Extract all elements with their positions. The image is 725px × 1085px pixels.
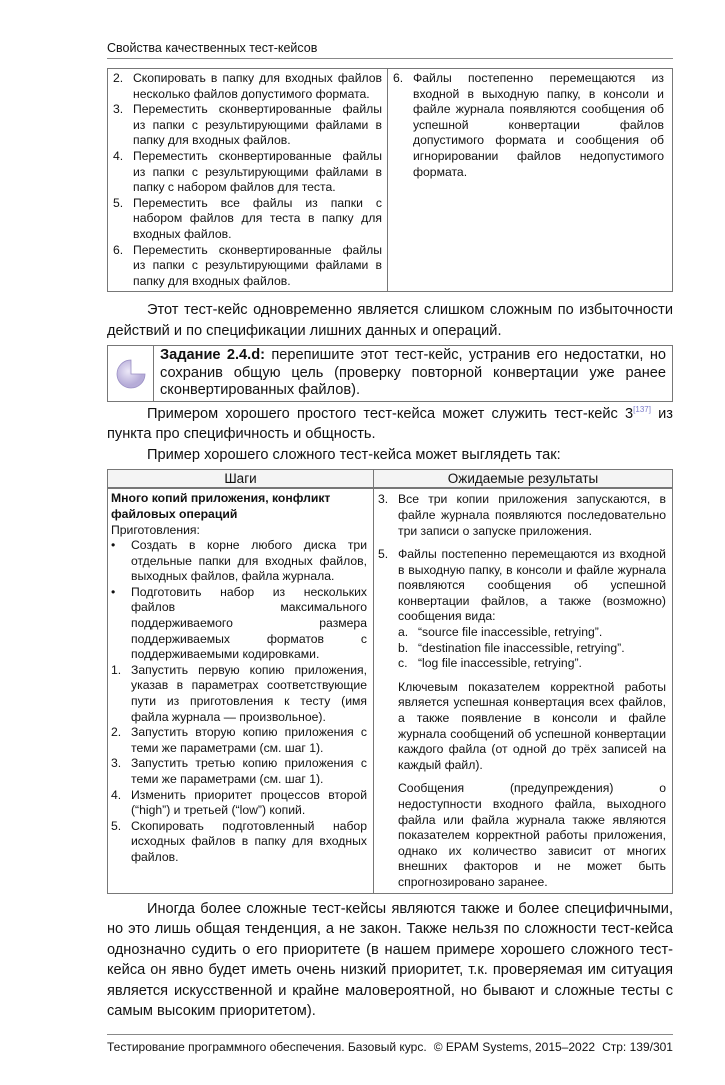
item-number: 5. (378, 547, 389, 562)
item-text: Запустить первую копию приложения, указав в параметрах соответствующие пути из приготовления к тесту (имя файла журнала — произвольное). (131, 662, 367, 724)
item-text: Скопировать подготовленный набор исходных файлов в папку для входных файлов. (131, 818, 367, 864)
bullet-icon: • (111, 584, 116, 599)
task-box (107, 345, 673, 402)
item-text: Переместить сконвертированные файлы из папки с результирующими файлами в папку с набором файлов для теста. (133, 148, 382, 195)
footer-divider (107, 1034, 673, 1035)
footer-area (107, 1022, 673, 1055)
item-number: 4. (113, 148, 124, 163)
item-number: c. (398, 656, 408, 671)
page-number: Стр: 139/301 (602, 1039, 673, 1054)
column-header-results: Ожидаемые результаты (374, 470, 673, 489)
item-text: Все три копии приложения запускаются, в файле журнала появляются последовательно три записи о запуске приложения. (398, 492, 666, 538)
steps-cell (108, 488, 374, 893)
item-number: 5. (111, 818, 122, 833)
item-text: Файлы постепенно перемещаются из входной в выходную папку, в консоли и файле журнала появляются сообщения об успешной конвертации файлов допустимого формата и сообщения об игнорировании файлов недопустимого формата. (413, 71, 664, 179)
item-number: 5. (113, 195, 124, 210)
list-item (393, 71, 664, 180)
item-text: Файлы постепенно перемещаются из входной в выходную папку, в консоли и файле журнала появляются сообщения об успешной конвертации файлов, а также (возможно) сообщения вида: (398, 547, 666, 624)
list-item (111, 585, 367, 663)
item-text: Запустить вторую копию приложения с теми же параметрами (см. шаг 1). (131, 725, 367, 755)
list-item (378, 656, 666, 672)
list-item (378, 492, 666, 539)
paragraph: Пример хорошего сложного тест-кейса может выглядеть так: (147, 446, 561, 463)
item-number: a. (398, 625, 409, 640)
result-note: Ключевым показателем корректной работы является успешная конвертация всех файлов, а также появление в консоли и файле журнала сообщений об успешной конвертации каждого файла (от одной до трёх записей на каждый файл). (398, 679, 666, 772)
list-item (113, 71, 382, 102)
list-item (113, 196, 382, 243)
results-cell (374, 488, 673, 893)
item-text: Запустить третью копию приложения с теми же параметрами (см. шаг 1). (131, 756, 367, 786)
item-number: 3. (378, 492, 389, 507)
paragraph: Иногда более сложные тест-кейсы являются также и более специфичными, но это лишь общая тенденция, а не закон. Также нельзя по сложности тест-кейса однозначно судить о его приоритете (в нашем примере хорошего сложного тест-кейса он явно будет иметь очень низкий приоритет, т.к. проверяемая им ситуация является искусственной и крайне маловероятной, но бывают и сложные тесты с самым высоким приоритетом). (107, 900, 673, 1020)
para-text: из пункта про специфичность и общность. (107, 405, 673, 443)
item-number: b. (398, 640, 409, 655)
para-text: Примером хорошего простого тест-кейса может служить тест-кейс 3 (147, 405, 634, 422)
paragraph (107, 404, 673, 445)
list-item (113, 243, 382, 290)
item-number: 6. (113, 242, 124, 257)
header-divider (107, 58, 673, 59)
running-header: Свойства качественных тест-кейсов (107, 41, 318, 55)
item-number: 2. (113, 71, 124, 85)
top-test-case-table (107, 68, 673, 292)
column-header-steps: Шаги (108, 470, 374, 489)
bullet-icon: • (111, 538, 116, 553)
task-text (154, 346, 672, 401)
item-number: 4. (111, 787, 122, 802)
item-text: Изменить приоритет процессов второй (“high”) и третьей (“low”) копий. (131, 787, 367, 818)
list-item (378, 547, 666, 625)
result-cell (388, 69, 673, 292)
item-text: Подготовить набор из нескольких файлов максимального поддерживаемого размера поддерживаемых форматов с поддерживаемыми кодировками. (131, 584, 367, 662)
test-case-title: Много копий приложения, конфликт файловых операций (111, 491, 331, 521)
course-title: Тестирование программного обеспечения. Базовый курс. (107, 1039, 427, 1054)
item-number: 6. (393, 71, 404, 85)
pie-chart-icon (108, 346, 154, 401)
item-number: 3. (113, 102, 124, 117)
document-page (107, 0, 673, 1085)
item-text: Скопировать в папку для входных файлов несколько файлов допустимого формата. (133, 71, 382, 101)
result-note: Сообщения (предупреждения) о недоступности входного файла, выходного файла или файла журнала также являются показателем корректной работы приложения, однако их количество зависит от многих внешних факторов и не может быть спрогнозировано заранее. (398, 781, 666, 889)
list-item (111, 819, 367, 866)
list-item (113, 102, 382, 149)
item-number: 1. (111, 662, 122, 677)
footer (107, 1040, 673, 1055)
list-item (378, 625, 666, 641)
list-item (111, 725, 367, 756)
list-item (111, 756, 367, 787)
item-text: Переместить сконвертированные файлы из папки с результирующими файлами в папку для входных файлов. (133, 242, 382, 288)
list-item (111, 663, 367, 725)
item-text: “source file inaccessible, retrying”. (418, 625, 603, 640)
item-text: Создать в корне любого диска три отдельные папки для входных файлов, выходных файлов, файла журнала. (131, 538, 367, 584)
steps-cell (108, 69, 388, 292)
spacer (378, 539, 666, 547)
item-text: “destination file inaccessible, retrying”. (418, 640, 625, 655)
item-number: 2. (111, 725, 122, 740)
complex-test-case-table (107, 469, 673, 893)
preparation-label: Приготовления: (111, 522, 200, 537)
task-body: перепишите этот тест-кейс, устранив его недостатки, но сохранив общую цель (проверку повторной конвертации уже ранее сконвертированных файлов). (160, 347, 666, 399)
list-item (111, 788, 367, 819)
list-item (378, 641, 666, 657)
list-item (111, 538, 367, 585)
item-number: 3. (111, 756, 122, 771)
copyright: © EPAM Systems, 2015–2022 (433, 1039, 596, 1054)
item-text: Переместить все файлы из папки с набором файлов для теста в папку для входных файлов. (133, 195, 382, 241)
item-text: “log file inaccessible, retrying”. (418, 656, 582, 671)
list-item (113, 149, 382, 196)
item-text: Переместить сконвертированные файлы из папки с результирующими файлами в папку для входных файлов. (133, 102, 382, 148)
page-reference-link[interactable]: [137] (633, 404, 651, 414)
paragraph: Этот тест-кейс одновременно является слишком сложным по избыточности действий и по спецификации лишних данных и операций. (107, 302, 673, 339)
task-label: Задание 2.4.d: (160, 347, 265, 364)
